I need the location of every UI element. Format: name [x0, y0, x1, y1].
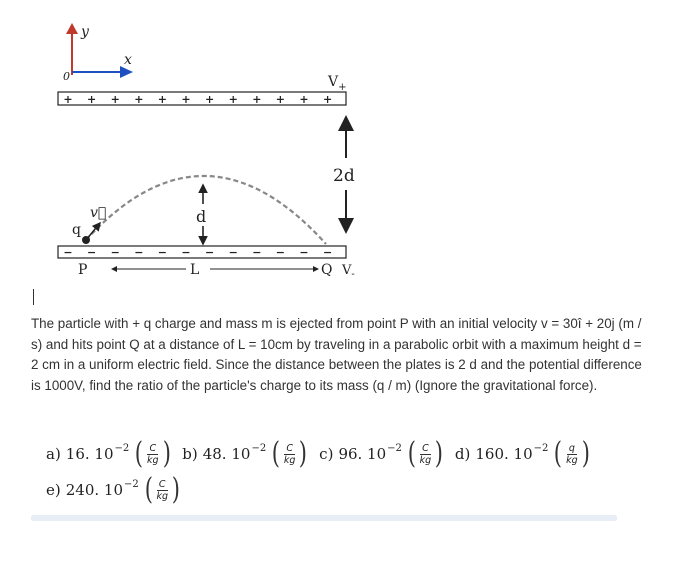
y-axis-arrowhead: [66, 23, 78, 34]
origin-label: 0: [63, 70, 70, 83]
axis-x-label: x: [124, 52, 132, 68]
point-q-label: Q: [321, 262, 333, 278]
point-p-label: P: [78, 262, 88, 278]
unit-denominator: kg: [566, 454, 578, 466]
unit-fraction: ( $\frac{q}{kg}$ ): [554, 436, 590, 471]
answer-options: [46, 436, 646, 508]
text-cursor: [33, 289, 34, 305]
unit-numerator: q: [568, 442, 575, 454]
height-indicator: [196, 185, 206, 244]
minus-sign: −: [134, 246, 144, 259]
minus-sign: −: [252, 246, 262, 259]
distance-indicator: [78, 262, 355, 280]
answer-option-c[interactable]: [319, 436, 445, 471]
answer-value: 16. 10: [65, 445, 114, 463]
question-text: The particle with + q charge and mass m is ejected from point P with an initial velocity v = 30î + 20j (m / s) and hits point Q at a distance of L = 10cm by traveling in a parabolic orbit with a maximum height d = 2 cm in a uniform electric field. Since the distance between the plates is 2 d and the potential difference is 1000V, find the ratio of the particle's charge to its mass (q / m) (Ignore the gravitational force).: [31, 316, 642, 393]
plus-sign: +: [157, 93, 168, 106]
height-label: d: [196, 207, 207, 226]
answer-letter: d): [454, 445, 471, 463]
unit-numerator: C: [286, 442, 293, 454]
plate-bottom-label: $V_-$: [342, 263, 355, 280]
velocity-label: v⃗: [90, 205, 107, 221]
unit-fraction: ( $\frac{C}{kg}$ ): [271, 436, 308, 471]
answer-option-a[interactable]: [46, 436, 172, 471]
plus-sign: +: [204, 93, 215, 106]
answer-value: 160. 10: [475, 445, 533, 463]
unit-denominator: kg: [146, 454, 159, 466]
unit-numerator: C: [422, 442, 429, 454]
plus-sign: +: [252, 93, 262, 106]
minus-sign: −: [63, 246, 73, 259]
footer-bar: [31, 515, 617, 521]
minus-sign: −: [322, 246, 333, 259]
bottom-plate: [58, 246, 346, 259]
top-plate: [58, 74, 347, 106]
unit-denominator: kg: [283, 454, 296, 466]
answer-option-d[interactable]: [454, 436, 591, 471]
plate-top-label: $V_+$: [328, 74, 347, 93]
plus-sign: +: [275, 93, 286, 106]
plate-gap-label: 2d: [333, 166, 355, 186]
answer-exponent: −2: [251, 442, 267, 454]
plus-sign: +: [181, 93, 191, 106]
minus-sign: −: [299, 246, 309, 259]
answer-row-1: [46, 436, 646, 472]
answer-letter: a): [46, 445, 61, 463]
minus-sign: −: [204, 246, 215, 259]
plus-sign: +: [299, 93, 309, 106]
answer-option-e[interactable]: [46, 472, 182, 507]
unit-fraction: ( $\frac{C}{kg}$ ): [407, 436, 444, 471]
answer-value: 96. 10: [338, 445, 387, 463]
answer-value: 48. 10: [202, 445, 251, 463]
minus-sign: −: [157, 246, 168, 259]
plus-sign: +: [228, 93, 238, 106]
plate-gap-indicator: [333, 117, 355, 232]
answer-row-2: [46, 472, 646, 508]
distance-label: L: [190, 262, 200, 278]
axes: [63, 23, 133, 83]
unit-denominator: kg: [156, 490, 169, 502]
unit-numerator: C: [149, 442, 157, 454]
plus-sign: +: [86, 93, 97, 106]
axis-y-label: y: [81, 24, 89, 40]
charge-label: q: [72, 222, 81, 238]
unit-fraction: ( $\frac{C}{kg}$ ): [135, 436, 171, 471]
answer-option-b[interactable]: [182, 436, 309, 471]
answer-exponent: −2: [124, 478, 139, 490]
minus-sign: −: [181, 246, 191, 259]
plus-sign: +: [322, 93, 333, 106]
answer-exponent: −2: [114, 442, 130, 454]
plus-sign: +: [110, 93, 120, 106]
minus-sign: −: [228, 246, 238, 259]
answer-letter: e): [46, 481, 61, 499]
minus-sign: −: [275, 246, 286, 259]
minus-sign: −: [110, 246, 120, 259]
unit-numerator: C: [158, 478, 166, 490]
answer-value: 240. 10: [65, 481, 123, 499]
minus-sign: −: [86, 246, 97, 259]
unit-fraction: ( $\frac{C}{kg}$ ): [144, 472, 180, 507]
unit-denominator: kg: [419, 454, 432, 466]
answer-letter: c): [319, 445, 334, 463]
plus-sign: +: [134, 93, 144, 106]
velocity-vector: [86, 223, 100, 240]
particle: [72, 205, 106, 244]
answer-exponent: −2: [387, 442, 402, 454]
plus-sign: +: [63, 93, 73, 106]
answer-exponent: −2: [533, 442, 549, 454]
answer-letter: b): [182, 445, 198, 463]
